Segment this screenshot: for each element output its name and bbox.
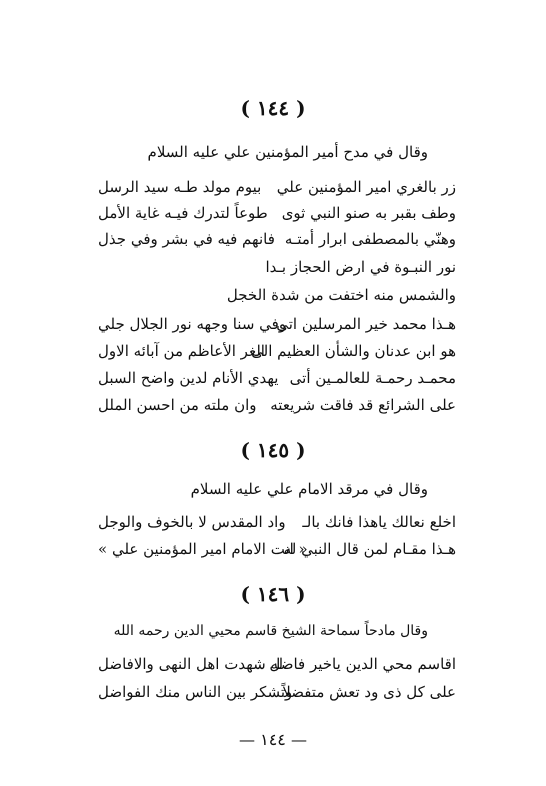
verse-line-single: نور النبـوة في ارض الحجاز بـدا [265,258,456,276]
first-hemistich: اخلع نعالك ياهذا فانك بالـ [302,513,456,531]
first-hemistich: زر بالغري امير المؤمنين علي [276,178,456,196]
poem-number: ( ١٤٦ ) [240,582,306,606]
verse-line [98,230,456,256]
second-hemistich: يهدي الأنام لدين واضح السبل [98,369,279,387]
poem-heading: وقال مادحاً سماحة الشيخ قاسم محيي الدين رحمه الله [113,623,428,639]
second-hemistich: له شهدت اهل النهى والافاضل [98,655,284,673]
first-hemistich: وطف بقبر به صنو النبي ثوى [281,204,456,222]
second-hemistich: وفي سنا وجهه نور الجلال جلي [98,315,287,333]
second-hemistich: وتشكر بين الناس منك الفواضل [98,683,293,701]
second-hemistich: فانهم فيه في بشر وفي جذل [98,230,275,248]
poem-number: ( ١٤٤ ) [240,96,306,120]
verse-line [98,683,456,709]
second-hemistich: طوعاً لتدرك فيـه غاية الأمل [98,204,268,222]
poem-number: ( ١٤٥ ) [240,438,306,462]
verse-line [98,204,456,230]
first-hemistich: وهنّي بالمصطفى ابرار أمتـه [284,230,456,248]
verse-line-single: والشمس منه اختفت من شدة الخجل [226,286,456,304]
verse-line [98,369,456,395]
first-hemistich: هو ابن عدنان والشأن العظيم الى [251,342,456,360]
first-hemistich: هـذا محمد خير المرسلين اتى [276,315,456,333]
verse-line [98,315,456,341]
second-hemistich: « انت الامام امير المؤمنين علي » [98,540,308,558]
first-hemistich: اقاسم محي الدين ياخير فاضل [269,655,456,673]
verse-line [98,655,456,681]
first-hemistich: محمـد رحمـة للعالمـين أتى [289,369,456,387]
first-hemistich: على كل ذى ود تعش متفضلاً [282,683,456,701]
second-hemistich: وان ملته من احسن الملل [98,396,257,414]
poem-heading: وقال في مدح أمير المؤمنين علي عليه السلام [147,143,428,161]
first-hemistich: هـذا مقـام لمن قال النبي له [283,540,456,558]
verse-line [98,178,456,204]
first-hemistich: على الشرائع قد فاقت شريعته [270,396,456,414]
second-hemistich: واد المقدس لا بالخوف والوجل [98,513,286,531]
second-hemistich: بيوم مولد طـه سيد الرسل [98,178,262,196]
verse-line [98,396,456,422]
verse-line [98,342,456,368]
page-number: — ١٤٤ — [239,730,307,749]
second-hemistich: الغر الأعاظم من آبائه الاول [98,342,265,360]
verse-line [98,513,456,539]
poem-heading: وقال في مرقد الامام علي عليه السلام [190,480,428,498]
verse-line [98,540,456,566]
